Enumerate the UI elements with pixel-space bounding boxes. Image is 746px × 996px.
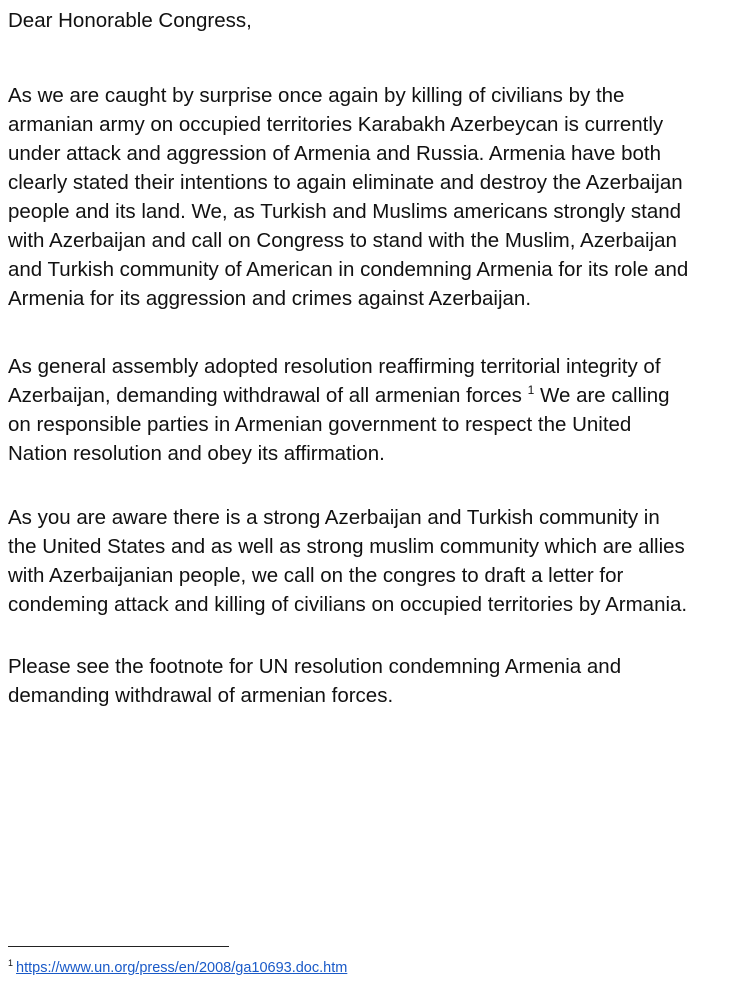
paragraph-3-line: with Azerbaijanian people, we call on the congres to draft a letter for: [8, 564, 624, 587]
paragraph-3: [8, 503, 738, 619]
paragraph-1-line: and Turkish community of American in condemning Armenia for its role and: [8, 258, 689, 281]
paragraph-2-line: As general assembly adopted resolution reaffirming territorial integrity of: [8, 355, 661, 378]
footnote: [8, 958, 347, 978]
paragraph-2-line: [8, 381, 738, 410]
paragraph-1-line: Armenia for its aggression and crimes against Azerbaijan.: [8, 287, 532, 310]
paragraph-1: [8, 81, 738, 313]
paragraph-4: [8, 652, 738, 710]
paragraph-1-line: under attack and aggression of Armenia and Russia. Armenia have both: [8, 142, 661, 165]
footnote-number: 1: [8, 958, 14, 968]
paragraph-3-line: condeming attack and killing of civilians on occupied territories by Armania.: [8, 593, 688, 616]
paragraph-1-line: armanian army on occupied territories Karabakh Azerbeycan is currently: [8, 113, 664, 136]
paragraph-1-line: people and its land. We, as Turkish and Muslims americans strongly stand: [8, 200, 682, 223]
paragraph-2: [8, 352, 738, 468]
paragraph-1-line: As we are caught by surprise once again by killing of civilians by the: [8, 84, 625, 107]
footnote-divider: [8, 946, 229, 947]
paragraph-2-line: on responsible parties in Armenian government to respect the United: [8, 413, 632, 436]
paragraph-3-line: As you are aware there is a strong Azerbaijan and Turkish community in: [8, 506, 660, 529]
paragraph-1-line: with Azerbaijan and call on Congress to stand with the Muslim, Azerbaijan: [8, 229, 677, 252]
paragraph-4-line: Please see the footnote for UN resolution condemning Armenia and: [8, 655, 622, 678]
letter-salutation: Dear Honorable Congress,: [8, 9, 252, 32]
paragraph-1-line: clearly stated their intentions to again eliminate and destroy the Azerbaijan: [8, 171, 683, 194]
paragraph-2-line: Nation resolution and obey its affirmation.: [8, 442, 385, 465]
paragraph-3-line: the United States and as well as strong muslim community which are allies: [8, 535, 685, 558]
paragraph-2-text: We are calling: [534, 384, 670, 407]
paragraph-2-text: Azerbaijan, demanding withdrawal of all armenian forces: [8, 384, 528, 407]
footnote-link[interactable]: https://www.un.org/press/en/2008/ga10693.doc.htm: [16, 960, 348, 976]
paragraph-4-line: demanding withdrawal of armenian forces.: [8, 684, 394, 707]
footnote-reference: 1: [527, 383, 535, 397]
